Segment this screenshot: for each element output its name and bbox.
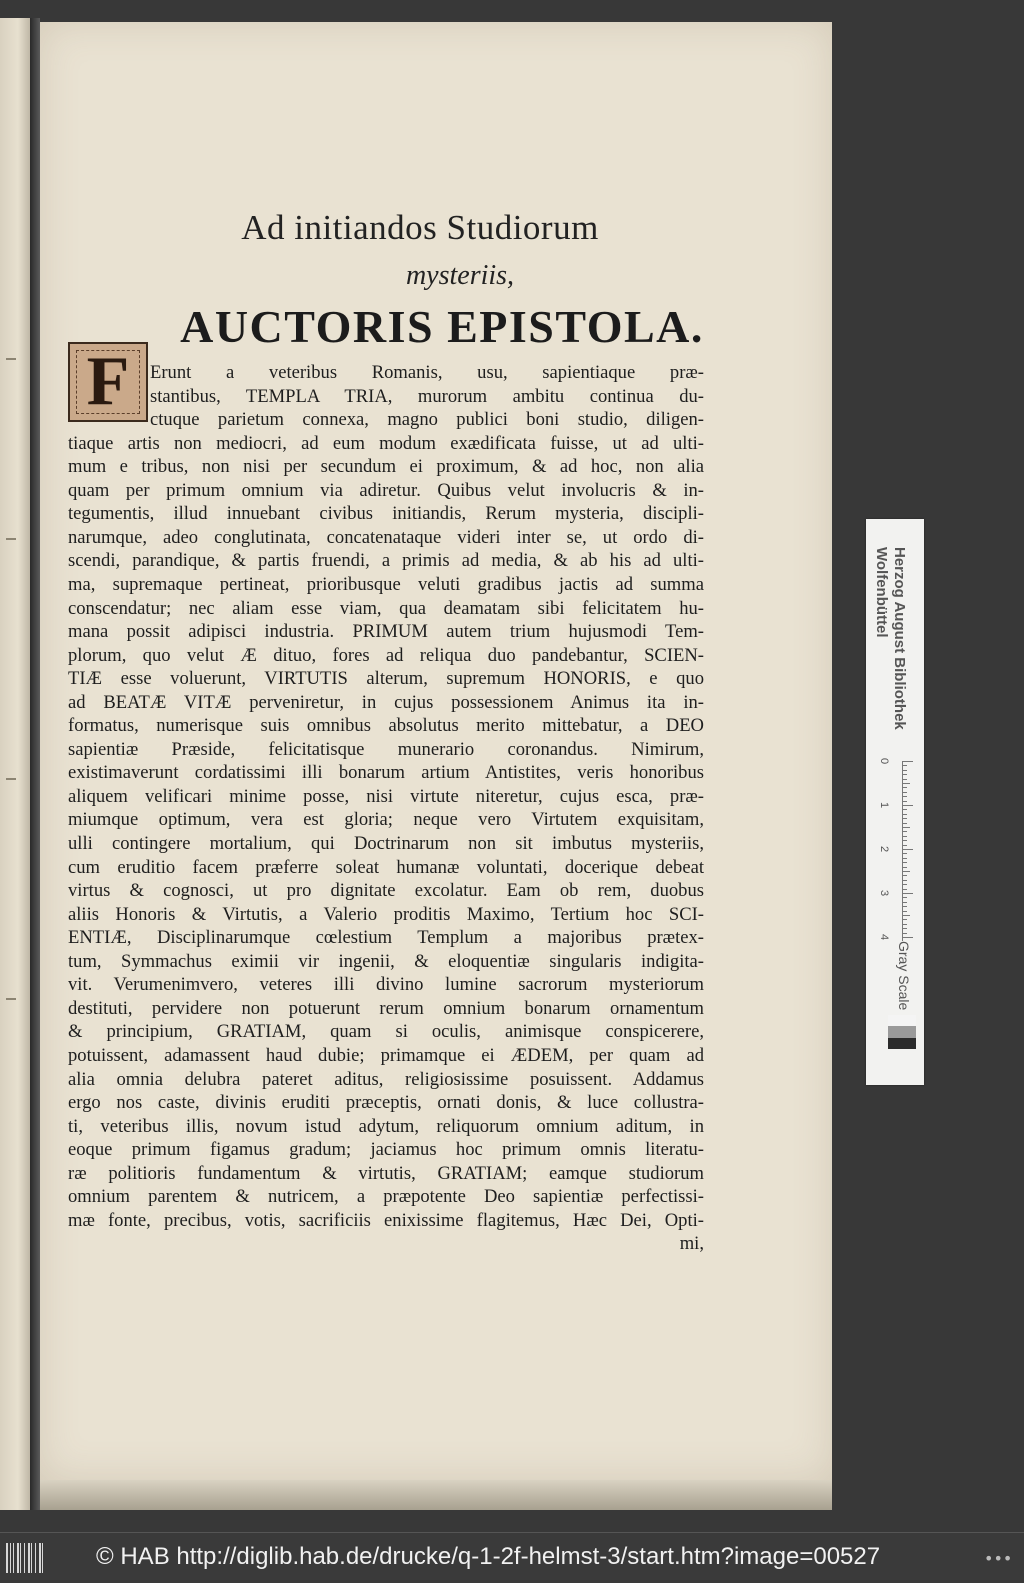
text-line: existimaverunt cordatissimi illi bonarum artium Antistites, veris honoribus — [68, 762, 704, 784]
ruler-tick — [903, 893, 913, 894]
ruler-tick — [903, 884, 907, 885]
title-heading: AUCTORIS EPISTOLA. — [180, 301, 704, 352]
ruler-tick — [903, 915, 910, 916]
ruler-tick — [903, 924, 907, 925]
ruler-tick — [903, 853, 907, 854]
ruler-tick — [903, 783, 910, 784]
text-line: TIÆ esse voluerunt, VIRTUTIS alterum, supremum HONORIS, e quo — [68, 668, 704, 690]
text-line: ræ politioris fundamentum & virtutis, GRATIAM; eamque studiorum — [68, 1162, 704, 1184]
ruler-tick — [903, 792, 907, 793]
ruler-tick — [903, 823, 907, 824]
text-line: ti, veteribus illis, novum istud adytum, reliquorum omnium aditum, in — [68, 1115, 704, 1137]
ruler-tick — [903, 840, 907, 841]
ruler-tick — [903, 836, 907, 837]
library-location: Wolfenbüttel — [873, 547, 890, 638]
ruler-number: 3 — [878, 889, 891, 897]
ruler-tick — [903, 867, 907, 868]
library-name: Herzog August Bibliothek — [891, 547, 908, 730]
ruler-tick — [903, 801, 907, 802]
text-line: alia omnia delubra pateret aditus, religiosissime posuissent. Addamus — [68, 1068, 704, 1090]
ruler-tick — [903, 880, 907, 881]
ruler-tick — [903, 796, 907, 797]
text-line: ctuque parietum connexa, magno publici boni studio, diligen- — [150, 409, 704, 431]
page-mark — [6, 998, 16, 1000]
ruler-tick — [903, 779, 907, 780]
gray-swatch — [888, 1015, 916, 1026]
status-bar — [0, 1532, 1024, 1583]
text-line: stantibus, TEMPLA TRIA, murorum ambitu continua du- — [150, 385, 704, 407]
text-line: potuissent, adamassent haud dubie; primamque ei ÆDEM, per quam ad — [68, 1044, 704, 1066]
barcode-bar — [17, 1543, 19, 1573]
ruler-tick — [903, 831, 907, 832]
ruler-tick — [903, 871, 910, 872]
ruler-tick — [903, 845, 907, 846]
text-line: mum e tribus, non nisi per secundum ei proximum, & ad hoc, non alia — [68, 456, 704, 478]
text-line: aliis Honoris & Virtutis, a Valerio proditis Maximo, Tertium hoc SCI- — [68, 903, 704, 925]
source-url[interactable]: © HAB http://diglib.hab.de/drucke/q-1-2f-helmst-3/start.htm?image=00527 — [96, 1543, 881, 1570]
text-line: virtus & cognosci, ut pro dignitate excolatur. Eam ob rem, duobus — [68, 880, 704, 902]
ruler-tick — [903, 889, 907, 890]
barcode-bar — [24, 1543, 25, 1573]
ruler-tick — [903, 911, 907, 912]
gray-swatch — [888, 1038, 916, 1049]
text-line: ulli contingere mortalium, qui Doctrinarum non sit imbutus mysteriis, — [68, 833, 704, 854]
page-mark — [6, 358, 16, 360]
ornamental-initial — [68, 342, 148, 422]
text-line: eoque primum figamus gradum; jaciamus hoc primum omnis literatu- — [68, 1139, 704, 1161]
ruler-number: 1 — [878, 801, 891, 809]
barcode-bar — [39, 1543, 41, 1573]
text-line: destituti, pervidere non potuerunt rerum omnium bonarum ornamentum — [68, 997, 704, 1019]
ruler-tick — [903, 875, 907, 876]
ruler-tick — [903, 827, 910, 828]
ruler-tick — [903, 862, 907, 863]
ruler-tick — [903, 814, 907, 815]
previous-page-edge[interactable] — [0, 18, 30, 1510]
ruler-tick — [903, 787, 907, 788]
barcode-bar — [10, 1543, 11, 1573]
text-line: tum, Symmachus eximii vir ingenii, & eloquentiæ singularis indigita- — [68, 950, 704, 972]
text-line: cum eruditio facem præferre soleat humanæ voluntati, docerique debeat — [68, 856, 704, 878]
ruler-tick — [903, 805, 913, 806]
ruler-number: 0 — [878, 757, 891, 765]
ruler-tick — [903, 774, 907, 775]
page-mark — [6, 538, 16, 540]
text-line: quam per primum omnium via adiretur. Quibus velut involucris & in- — [68, 479, 704, 501]
scale-ruler — [878, 757, 913, 941]
barcode-icon — [6, 1543, 46, 1573]
ruler-number: 2 — [878, 845, 891, 853]
text-line: Erunt a veteribus Romanis, usu, sapientiaque præ- — [150, 362, 704, 383]
text-line: formatus, numerisque suis omnibus absolutus merito mittebatur, a DEO — [68, 715, 704, 737]
text-line: miumque optimum, vera est gloria; neque vero Virtutem exquisitam, — [68, 809, 704, 831]
title-line-1: Ad initiandos Studiorum — [241, 208, 599, 247]
barcode-bar — [6, 1543, 8, 1573]
gray-scale-label: Gray Scale — [896, 941, 912, 1011]
text-line: tegumentis, illud innuebant civibus initiandis, Rerum mysteria, discipli- — [68, 503, 704, 525]
text-line: mæ fonte, precibus, votis, sacrificiis enixissime flagitemus, Hæc Dei, Opti- — [68, 1209, 704, 1231]
text-line: mana possit adipisci industria. PRIMUM autem trium hujusmodi Tem- — [68, 621, 704, 643]
ruler-tick — [903, 858, 907, 859]
text-line: ergo nos caste, divinis eruditi præceptis, ornati donis, & luce collustra- — [68, 1092, 704, 1114]
barcode-bar — [13, 1543, 14, 1573]
barcode-bar — [35, 1543, 36, 1573]
color-calibration-card — [866, 519, 924, 1085]
book-gutter — [30, 18, 40, 1510]
ruler-tick — [903, 849, 913, 850]
text-line: vit. Verumenimvero, veteres illi divino lumine sacrorum mysteriorum — [68, 974, 704, 996]
ruler-tick — [903, 818, 907, 819]
barcode-bar — [42, 1543, 43, 1573]
ruler-tick — [903, 761, 913, 762]
gray-scale-swatches — [888, 1015, 916, 1049]
ruler-tick — [903, 937, 913, 938]
ruler-number: 4 — [878, 933, 891, 941]
text-line: tiaque artis non mediocri, ad eum modum exædificata fuisse, ut ad ulti- — [68, 432, 704, 454]
ruler-tick — [903, 928, 907, 929]
text-line: & principium, GRATIAM, quam si oculis, animisque conspicerere, — [68, 1021, 704, 1043]
text-line: conscendatur; nec aliam esse viam, qua deamatam sibi felicitatem hu- — [68, 597, 704, 619]
text-line: omnium parentem & nutricem, a præpotente Deo sapientiæ perfectissi- — [68, 1186, 704, 1208]
ruler-tick — [903, 897, 907, 898]
book-page — [40, 22, 832, 1480]
text-line: sapientiæ Præside, felicitatisque munerario coronandus. Nimirum, — [68, 738, 704, 760]
text-line: aliquem velificari minime posse, nisi virtute niteretur, cujus esca, præ- — [68, 785, 704, 807]
title-line-2: mysteriis, — [405, 260, 515, 291]
barcode-bar — [28, 1543, 30, 1573]
ruler-tick — [903, 765, 907, 766]
text-line: narumque, adeo conglutinata, concatenataque videri inter se, ut ordo di- — [68, 526, 704, 548]
barcode-bar — [20, 1543, 21, 1573]
ruler-tick — [903, 933, 907, 934]
text-line: plorum, quo velut Æ dituo, fores ad reliqua duo pandebantur, SCIEN- — [68, 644, 704, 666]
ruler-tick — [903, 902, 907, 903]
ruler-tick — [903, 770, 907, 771]
page-mark — [6, 778, 16, 780]
text-line: scendi, parandique, & partis fruendi, a primis ad media, & ab his ad ulti- — [68, 550, 704, 572]
barcode-bar — [31, 1543, 32, 1573]
ruler-tick — [903, 809, 907, 810]
gray-swatch — [888, 1026, 916, 1037]
drop-cap-letter: F — [86, 343, 130, 420]
ruler-tick — [903, 919, 907, 920]
text-line: ma, supremaque pertineat, prioribusque veluti gradibus jactis ad summa — [68, 573, 704, 595]
ruler-tick — [903, 906, 907, 907]
text-line: ENTIÆ, Disciplinarumque cœlestium Templum a majoribus prætex- — [68, 927, 704, 949]
page-bottom-edge — [40, 1480, 832, 1510]
text-line: ad BEATÆ VITÆ perveniretur, in cujus possessionem Animus ita in- — [68, 691, 704, 713]
text-line: mi, — [679, 1233, 704, 1255]
more-options-icon[interactable]: ••• — [984, 1549, 1013, 1568]
